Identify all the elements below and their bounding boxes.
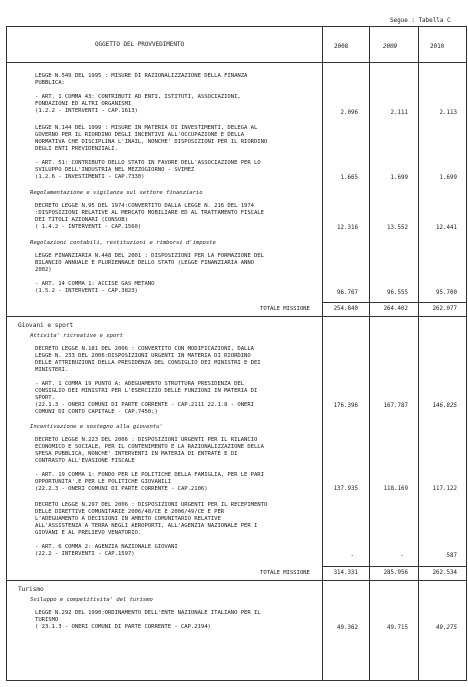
column-header-year-1: 2008 <box>334 43 349 50</box>
block-line: BILANCIO ANNUALE E PLURIENNALE DELLO STATO (LEGGE FINANZIARIA ANNO <box>35 260 254 266</box>
section-divider <box>6 316 467 317</box>
section-divider <box>6 580 467 581</box>
subsection-title: Sviluppo e competitivita' del turismo <box>30 597 153 603</box>
value-2009: - <box>400 553 404 559</box>
section-title-turismo: Turismo <box>18 586 44 593</box>
block-line: LEGGE N.549 DEL 1995 : MISURE DI RAZIONALIZZAZIONE DELLA FINANZA <box>35 73 248 79</box>
value-2010: 49.275 <box>436 625 457 631</box>
block-line: FONDAZIONI ED ALTRI ORGANISMI <box>35 101 132 107</box>
block-line: LEGGE N.144 DEL 1999 : MISURE IN MATERIA DI INVESTIMENTI, DELEGA AL <box>35 125 258 131</box>
total-2008: 254.840 <box>333 306 358 312</box>
col-divider-2 <box>369 26 370 681</box>
value-2010: 95.700 <box>436 290 457 296</box>
table-top-border <box>6 26 467 27</box>
value-2010: 2.113 <box>439 110 457 116</box>
value-2009: 1.699 <box>390 175 408 181</box>
value-2009: 96.555 <box>387 290 408 296</box>
value-2009: 118.169 <box>383 486 408 492</box>
block-line: DELLE ATTRIBUZIONI DELLA PRESIDENZA DEL CONSIGLIO DEI MINISTRI E DEI <box>35 360 261 366</box>
header-bottom-border <box>6 62 467 63</box>
block-line: SPORT. <box>35 395 55 401</box>
block-line: OPPORTUNITA'.E PER LE POLITICHE GIOVANILI <box>35 479 172 485</box>
col-divider-1 <box>322 26 323 681</box>
block-line: - ART. 14 COMMA 1: ACCISE GAS METANO <box>35 281 155 287</box>
block-line: ALL'ASSISTENZA A TERRA NEGLI AEROPORTI, ALL'AGENZIA NAZIONALE PER I <box>35 523 258 529</box>
block-line: (1.2.2 - INTERVENTI - CAP.1613) <box>35 108 138 114</box>
value-2008: 1.665 <box>340 175 358 181</box>
block-line: DECRETO LEGGE N.297 DEL 2006 : DISPOSIZIONI URGENTI PER IL RECEPIMENTO <box>35 502 268 508</box>
block-line: NORMATIVA CHE DISCIPLINA L'INAIL, NONCHE' DISPOSIZIONI PER IL RIORDINO <box>35 139 268 145</box>
value-2008: 12.316 <box>337 225 358 231</box>
block-line: - ART. 1 COMMA 19 PUNTO A: ADEGUAMENTO STRUTTURA PRESIDENZA DEL <box>35 381 245 387</box>
value-2010: 1.699 <box>439 175 457 181</box>
total-2009: 264.402 <box>383 306 408 312</box>
total-top-rule <box>322 302 467 303</box>
value-2009: 167.787 <box>383 403 408 409</box>
block-line: COMUNI DI CONTO CAPITALE - CAP.7450;) <box>35 409 158 415</box>
total-2008: 314.331 <box>333 570 358 576</box>
value-2008: 49.362 <box>337 625 358 631</box>
total-label: TOTALE MISSIONE <box>260 306 310 312</box>
block-line: (1.2.6 - INVESTIMENTI - CAP.7330) <box>35 174 145 180</box>
block-line: - ART. 1 COMMA 43: CONTRIBUTI AD ENTI, ISTITUTI, ASSOCIAZIONI, <box>35 94 241 100</box>
block-line: ECONOMICO E SOCIALE, PER IL CONTENIMENTO E LA RAZIONALIZZAZIONE DELLA <box>35 444 264 450</box>
block-line: (22.2 - INTERVENTI - CAP.1597) <box>35 551 135 557</box>
block-line: ( 1.4.2 - INTERVENTI - CAP.1560) <box>35 224 142 230</box>
value-2010: 12.441 <box>436 225 457 231</box>
value-2009: 13.552 <box>387 225 408 231</box>
table-right-border <box>466 26 467 681</box>
total-2010: 262.077 <box>432 306 457 312</box>
total-2009: 285.956 <box>383 570 408 576</box>
value-2010: 587 <box>446 553 457 559</box>
block-line: 2002) <box>35 267 52 273</box>
value-2008: 137.935 <box>333 486 358 492</box>
block-line: MINISTERI. <box>35 367 69 373</box>
block-line: GOVERNO PER IL RIORDINO DEGLI INCENTIVI ALL'OCCUPAZIONE E DELLA <box>35 132 245 138</box>
subsection-title: Attivita' ricreative e sport <box>30 333 123 339</box>
column-header-object: OGGETTO DEL PROVVEDIMENTO <box>95 41 185 48</box>
value-2010: 146.825 <box>432 403 457 409</box>
block-line: DEI TITOLI AZIONARI (CONSOB) <box>35 217 128 223</box>
table-left-border <box>6 26 7 681</box>
block-line: DECRETO LEGGE N.95 DEL 1974:CONVERTITO DALLA LEGGE N. 216 DEL 1974 <box>35 203 254 209</box>
block-line: - ART. 6 COMMA 2: AGENZIA NAZIONALE GIOVANI <box>35 544 178 550</box>
block-line: :DISPOSIZIONI RELATIVE AL MERCATO MOBILIARE ED AL TRATTAMENTO FISCALE <box>35 210 264 216</box>
column-header-year-2: 2009 <box>383 43 398 50</box>
block-line: GIOVANI E AL PRELIEVO VENATORIO. <box>35 530 142 536</box>
block-line: L'ADEGUAMENTO A DECISIONI IN AMBITO COMUNITARIO RELATIVE <box>35 516 221 522</box>
block-line: CONTRASTO ALL'EVASIONE FISCALE <box>35 458 135 464</box>
value-2008: 176.396 <box>333 403 358 409</box>
block-line: DECRETO LEGGE N.181 DEL 2006 : CONVERTITO CON MODIFICAZIONI, DALLA <box>35 346 254 352</box>
column-header-year-3: 2010 <box>430 43 445 50</box>
value-2008: - <box>350 553 354 559</box>
total-2010: 262.534 <box>432 570 457 576</box>
block-line: LEGGE FINANZIARIA N.448 DEL 2001 : DISPOSIZIONI PER LA FORMAZIONE DEL <box>35 253 264 259</box>
value-2008: 2.096 <box>340 110 358 116</box>
value-2008: 96.767 <box>337 290 358 296</box>
block-line: SPESA PUBBLICA, NONCHE' INTERVENTI IN MATERIA DI ENTRATE E DI <box>35 451 238 457</box>
block-line: (22.2.3 - ONERI COMUNI DI PARTE CORRENTE - CAP.2106) <box>35 486 208 492</box>
subsection-title: Incentivazione e sostegno alla gioventu' <box>30 424 163 430</box>
subsection-title: Regolazioni contabili, restituzioni e rimborsi d'imposte <box>30 240 216 246</box>
section-title-giovani: Giovani e sport <box>18 322 74 329</box>
page-header: Segue : Tabella C <box>390 17 451 24</box>
subsection-title: Regolamentazione e vigilanza sul settore finanziario <box>30 190 203 196</box>
total-top-rule <box>322 566 467 567</box>
block-line: DECRETO LEGGE N.223 DEL 2006 : DISPOSIZIONI URGENTI PER IL RILANCIO <box>35 437 258 443</box>
total-label: TOTALE MISSIONE <box>260 570 310 576</box>
block-line: TURISMO <box>35 617 59 623</box>
block-line: SVILUPPO DELL'INDUSTRIA NEL MEZZOGIORNO - SVIMEZ <box>35 167 195 173</box>
block-line: DELLE DIRETTIVE COMUNITARIE 2006/48/CE E 2006/49/CE E PER <box>35 509 225 515</box>
block-line: ( 23.1.3 - ONERI COMUNI DI PARTE CORRENTE - CAP.2194) <box>35 624 211 630</box>
block-line: LEGGE N.292 DEL 1990:ORDINAMENTO DELL'ENTE NAZIONALE ITALIANO PER IL <box>35 610 261 616</box>
block-line: PUBBLICA: <box>35 80 65 86</box>
block-line: (22.1.3 - ONERI COMUNI DI PARTE CORRENTE - CAP.2111 22.1.8 - ONERI <box>35 402 254 408</box>
table-bottom-border <box>6 680 467 681</box>
block-line: - ART. 19 COMMA 1: FONDO PER LE POLITICHE DELLA FAMIGLIA, PER LE PARI <box>35 472 264 478</box>
block-line: DEGLI ENTI PREVIDENZIALI. <box>35 146 118 152</box>
block-line: CONSIGLIO DEI MINISTRI PER L'ESERCIZIO DELLE FUNZIONI IN MATERIA DI <box>35 388 258 394</box>
value-2009: 49.715 <box>387 625 408 631</box>
col-divider-3 <box>418 26 419 681</box>
block-line: (1.5.2 - INTERVENTI - CAP.3823) <box>35 288 138 294</box>
value-2009: 2.111 <box>390 110 408 116</box>
value-2010: 117.122 <box>432 486 457 492</box>
block-line: LEGGE N. 233 DEL 2006:DISPOSIZIONI URGENTI IN MATERIA DI RIORDINO <box>35 353 251 359</box>
block-line: - ART. 51: CONTRIBUTO DELLO STATO IN FAVORE DELL'ASSOCIAZIONE PER LO <box>35 160 261 166</box>
